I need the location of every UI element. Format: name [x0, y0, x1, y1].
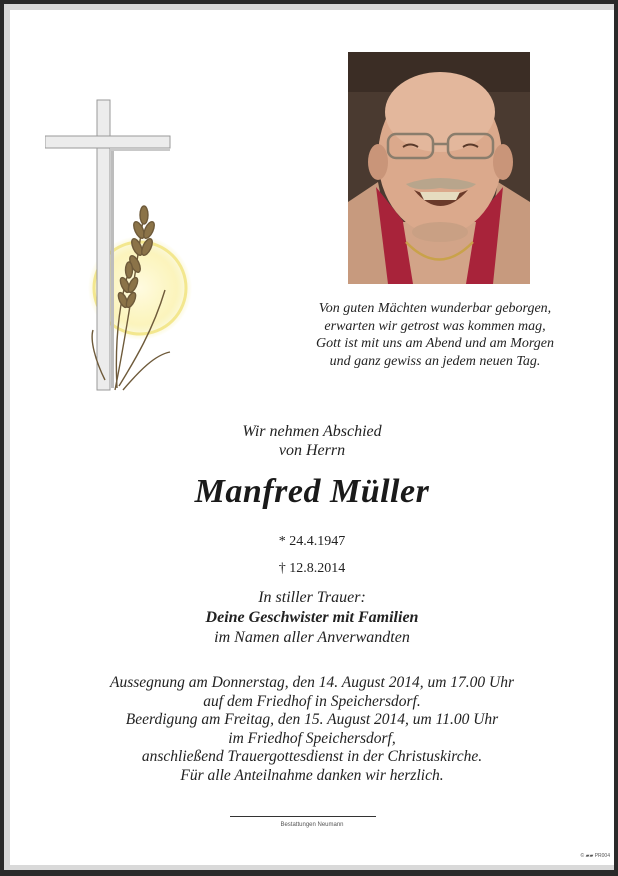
service-line: Aussegnung am Donnerstag, den 14. August 2014, um 17.00 Uhr [110, 674, 514, 691]
mourners-family: Deine Geschwister mit Familien [205, 609, 419, 626]
mourning-heading: In stiller Trauer: [258, 589, 366, 606]
intro-line: Wir nehmen Abschied [242, 423, 382, 440]
undertaker-name: Bestattungen Neumann [280, 822, 344, 828]
cross-with-wheat-illustration [45, 90, 205, 410]
death-date: † 12.8.2014 [278, 561, 346, 576]
service-line: Beerdigung am Freitag, den 15. August 2014, um 11.00 Uhr [125, 711, 499, 729]
poem-line: erwarten wir getrost was kommen mag, [324, 318, 546, 334]
service-line: auf dem Friedhof in Speichersdorf. [203, 692, 421, 710]
obituary-sheet [10, 10, 614, 865]
life-dates [10, 528, 614, 582]
service-line: anschließend Trauergottesdienst in der Christuskirche. [141, 748, 483, 766]
mourners-block [10, 588, 614, 648]
poem-line: Von guten Mächten wunderbar geborgen, [318, 301, 552, 316]
poem-line: Gott ist mit uns am Abend und am Morgen [316, 336, 554, 351]
service-line: im Friedhof Speichersdorf, [228, 729, 396, 747]
divider-line [230, 816, 376, 817]
deceased-name: Manfred Müller [194, 473, 430, 510]
intro-line: von Herrn [278, 442, 346, 459]
birth-date: * 24.4.1947 [278, 534, 346, 549]
copyright-mark: © ▰▰ PR004 [580, 853, 610, 859]
poem-line: und ganz gewiss an jedem neuen Tag. [329, 353, 541, 369]
service-details [10, 674, 614, 786]
mourners-relatives: im Namen aller Anverwandten [214, 629, 410, 646]
service-line: Für alle Anteilnahme danken wir herzlich. [180, 766, 444, 784]
memorial-poem [300, 300, 570, 370]
farewell-intro [10, 422, 614, 460]
portrait-photo [348, 52, 530, 284]
